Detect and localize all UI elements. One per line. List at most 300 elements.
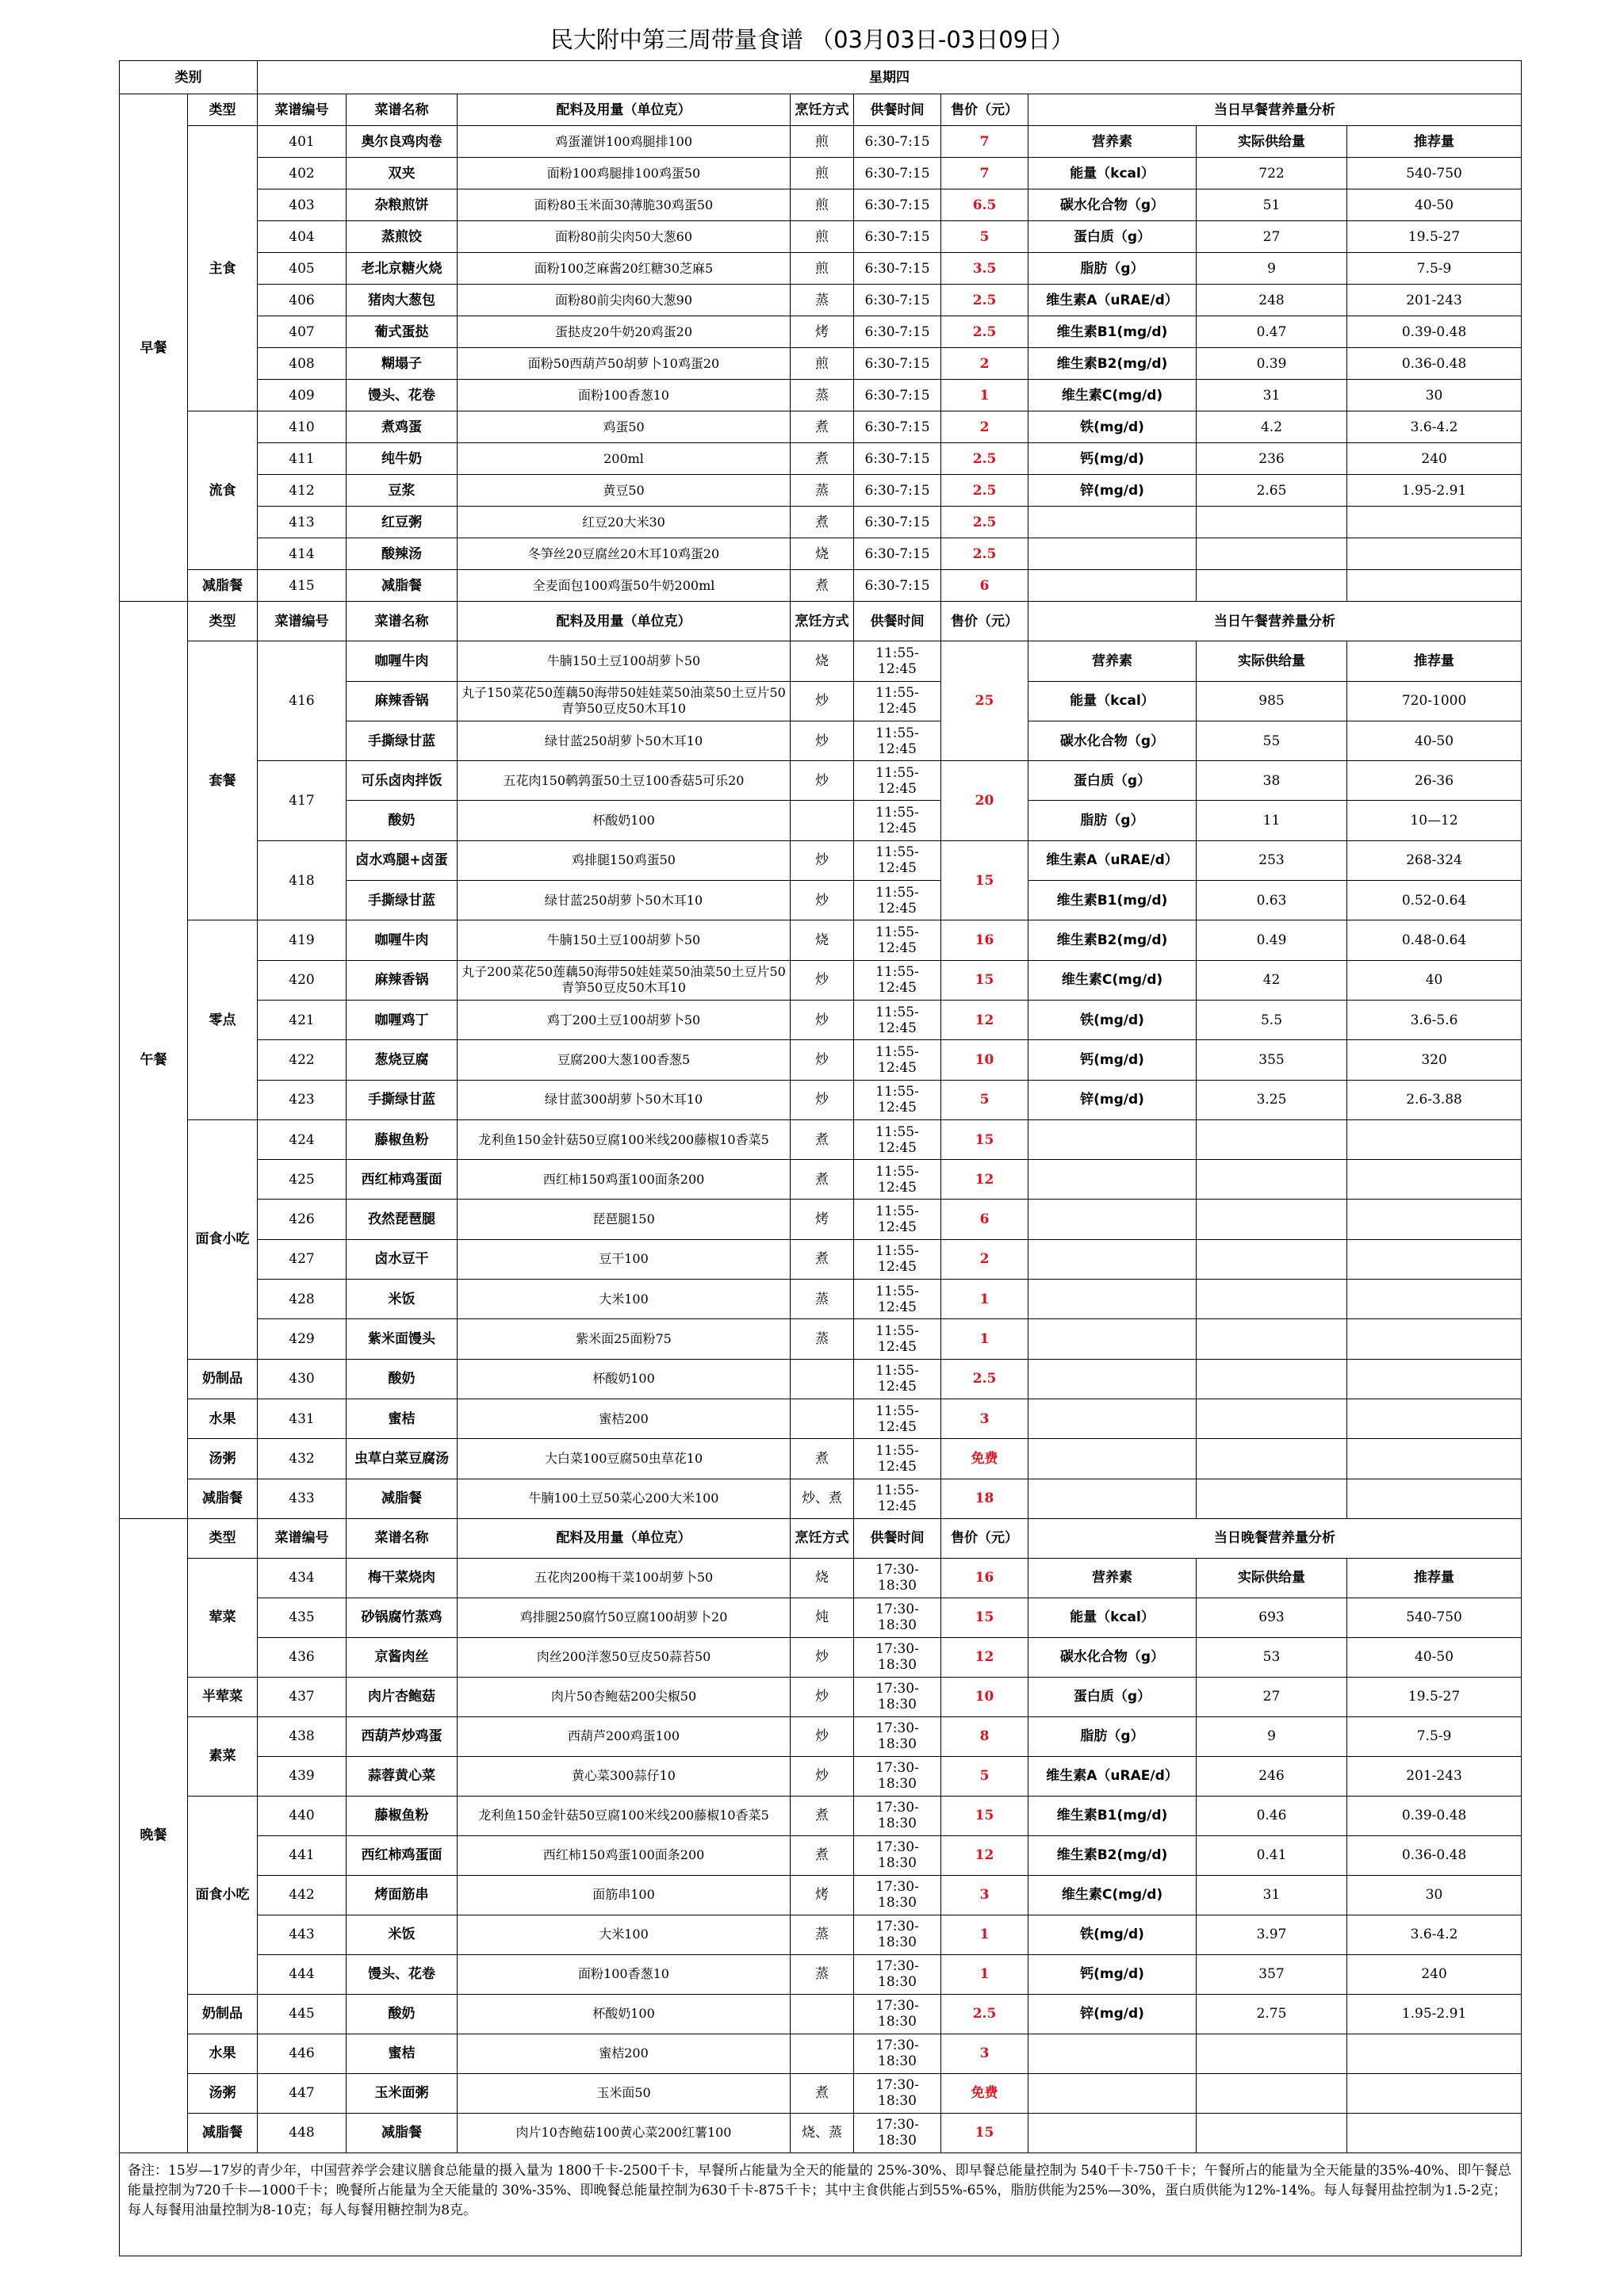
empty-cell: [1197, 1239, 1347, 1279]
cooking-method: 炒: [791, 721, 854, 760]
empty-cell: [1347, 1359, 1522, 1399]
cooking-method: 煮: [791, 507, 854, 538]
nutrient-name: 铁(mg/d): [1028, 1915, 1197, 1954]
serving-time: 11:55-12:45: [854, 641, 941, 681]
nutrient-recommended: 3.6-4.2: [1347, 1915, 1522, 1954]
table-row: [120, 1119, 1522, 1159]
cooking-method: 烧: [791, 538, 854, 570]
table-row: [120, 1875, 1522, 1915]
table-row: [120, 1239, 1522, 1279]
dish-name: 糊塌子: [347, 348, 458, 380]
dish-ingredients: 杯酸奶100: [458, 1359, 791, 1399]
dish-code: 422: [258, 1040, 347, 1080]
table-row: [120, 61, 1522, 94]
dish-name: 烤面筋串: [347, 1875, 458, 1915]
empty-cell: [1347, 1119, 1522, 1159]
col-header-method: 烹饪方式: [791, 1518, 854, 1558]
dish-price: 2.5: [941, 1359, 1028, 1399]
cooking-method: 煮: [791, 1439, 854, 1479]
serving-time: 11:55-12:45: [854, 761, 941, 801]
dish-name: 蜜桔: [347, 1399, 458, 1438]
dish-price: 10: [941, 1040, 1028, 1080]
serving-time: 6:30-7:15: [854, 126, 941, 158]
dish-name: 减脂餐: [347, 1479, 458, 1518]
empty-cell: [1347, 2113, 1522, 2152]
dish-ingredients: 肉片10杏鲍菇100黄心菜200红薯100: [458, 2113, 791, 2152]
dish-price: 免费: [941, 2073, 1028, 2113]
dish-price: 1: [941, 1915, 1028, 1954]
dish-name: 馒头、花卷: [347, 1954, 458, 1994]
nutrient-name: 维生素A（uRAE/d）: [1028, 285, 1197, 316]
table-row: [120, 1040, 1522, 1080]
serving-time: 11:55-12:45: [854, 1439, 941, 1479]
empty-cell: [1347, 538, 1522, 570]
cooking-method: 炒: [791, 761, 854, 801]
dish-name: 藤椒鱼粉: [347, 1119, 458, 1159]
dish-price: 2: [941, 411, 1028, 443]
dish-ingredients: 大米100: [458, 1280, 791, 1319]
serving-time: 17:30-18:30: [854, 2073, 941, 2113]
dish-price: 15: [941, 1598, 1028, 1637]
nutrient-actual: 31: [1197, 380, 1347, 411]
table-row: [120, 348, 1522, 380]
dish-ingredients: 豆干100: [458, 1239, 791, 1279]
dish-ingredients: 蛋挞皮20牛奶20鸡蛋20: [458, 316, 791, 348]
nutrient-actual: 246: [1197, 1756, 1347, 1796]
page-title: 民大附中第三周带量食谱 （03月03日-03日09日）: [550, 26, 1074, 53]
table-row: [120, 2113, 1522, 2152]
nutrient-name: 蛋白质（g）: [1028, 221, 1197, 253]
serving-time: 6:30-7:15: [854, 253, 941, 285]
dish-ingredients: 绿甘蓝300胡萝卜50木耳10: [458, 1080, 791, 1119]
dish-code: 413: [258, 507, 347, 538]
dish-code: 431: [258, 1399, 347, 1438]
type-label: 汤粥: [188, 1439, 258, 1479]
dish-name: 老北京糖火烧: [347, 253, 458, 285]
dish-name: 酸奶: [347, 801, 458, 840]
empty-cell: [1197, 1399, 1347, 1438]
table-row: [120, 1796, 1522, 1835]
dish-code: 423: [258, 1080, 347, 1119]
dish-code: 420: [258, 960, 347, 1000]
day-header: 星期四: [258, 61, 1522, 94]
cooking-method: 煮: [791, 1160, 854, 1200]
dish-price: 3: [941, 2034, 1028, 2073]
nutrient-recommended: 540-750: [1347, 1598, 1522, 1637]
dish-ingredients: 大白菜100豆腐50虫草花10: [458, 1439, 791, 1479]
empty-cell: [1028, 1439, 1197, 1479]
dish-ingredients: 紫米面25面粉75: [458, 1319, 791, 1359]
nutrient-recommended: 3.6-4.2: [1347, 411, 1522, 443]
dish-ingredients: 面粉50西葫芦50胡萝卜10鸡蛋20: [458, 348, 791, 380]
empty-cell: [1347, 570, 1522, 602]
nutrient-name: 维生素B2(mg/d): [1028, 920, 1197, 960]
table-row: [120, 761, 1522, 801]
dish-price: 15: [941, 960, 1028, 1000]
dish-code: 442: [258, 1875, 347, 1915]
nutrient-name: 锌(mg/d): [1028, 1994, 1197, 2034]
serving-time: 6:30-7:15: [854, 380, 941, 411]
dish-price: 6.5: [941, 189, 1028, 221]
table-row: [120, 1637, 1522, 1677]
nutrient-actual: 236: [1197, 443, 1347, 475]
dish-code: 410: [258, 411, 347, 443]
dish-price: 15: [941, 1796, 1028, 1835]
serving-time: 11:55-12:45: [854, 801, 941, 840]
table-row: [120, 253, 1522, 285]
dish-code: 437: [258, 1677, 347, 1716]
meal-label: 晚餐: [120, 1518, 188, 2152]
nutrient-name: 蛋白质（g）: [1028, 761, 1197, 801]
dish-ingredients: 丸子150菜花50莲藕50海带50娃娃菜50油菜50土豆片50青笋50豆皮50木耳10: [458, 681, 791, 721]
cooking-method: 蒸: [791, 475, 854, 507]
dish-price: 12: [941, 1160, 1028, 1200]
dish-price: 5: [941, 1756, 1028, 1796]
col-header-ingredients: 配料及用量（单位克）: [458, 94, 791, 126]
serving-time: 17:30-18:30: [854, 1875, 941, 1915]
dish-price: 免费: [941, 1439, 1028, 1479]
nutrient-recommended: 720-1000: [1347, 681, 1522, 721]
dish-code: 409: [258, 380, 347, 411]
nutrient-actual: 2.75: [1197, 1994, 1347, 2034]
serving-time: 6:30-7:15: [854, 507, 941, 538]
dish-code: 415: [258, 570, 347, 602]
type-label: 水果: [188, 1399, 258, 1438]
nutrient-name: 脂肪（g）: [1028, 253, 1197, 285]
serving-time: 11:55-12:45: [854, 1319, 941, 1359]
cooking-method: 煎: [791, 253, 854, 285]
nutrient-recommended: 40: [1347, 960, 1522, 1000]
empty-cell: [1028, 1160, 1197, 1200]
cooking-method: [791, 1994, 854, 2034]
empty-cell: [1197, 1479, 1347, 1518]
nutrient-name: 钙(mg/d): [1028, 1040, 1197, 1080]
serving-time: 17:30-18:30: [854, 1756, 941, 1796]
empty-cell: [1347, 2034, 1522, 2073]
dish-code: 408: [258, 348, 347, 380]
serving-time: 17:30-18:30: [854, 1994, 941, 2034]
cooking-method: 炒: [791, 1716, 854, 1756]
serving-time: 6:30-7:15: [854, 475, 941, 507]
dish-price: 7: [941, 158, 1028, 189]
dish-ingredients: 面粉80前尖肉50大葱60: [458, 221, 791, 253]
type-label: 素菜: [188, 1716, 258, 1796]
nutrient-actual: 5.5: [1197, 1000, 1347, 1039]
dish-price: 12: [941, 1835, 1028, 1875]
dish-name: 减脂餐: [347, 2113, 458, 2152]
dish-code: 417: [258, 761, 347, 841]
serving-time: 11:55-12:45: [854, 881, 941, 920]
cooking-method: 炒: [791, 1040, 854, 1080]
serving-time: 17:30-18:30: [854, 2113, 941, 2152]
dish-name: 米饭: [347, 1915, 458, 1954]
dish-name: 麻辣香锅: [347, 960, 458, 1000]
type-label: 减脂餐: [188, 2113, 258, 2152]
dish-name: 葡式蛋挞: [347, 316, 458, 348]
empty-cell: [1347, 1160, 1522, 1200]
serving-time: 11:55-12:45: [854, 681, 941, 721]
dish-price: 2.5: [941, 475, 1028, 507]
nutrient-name: 维生素C(mg/d): [1028, 960, 1197, 1000]
cooking-method: 炖: [791, 1598, 854, 1637]
table-row: [120, 126, 1522, 158]
type-label: 面食小吃: [188, 1796, 258, 1994]
serving-time: 11:55-12:45: [854, 721, 941, 760]
table-row: [120, 2073, 1522, 2113]
table-row: [120, 94, 1522, 126]
dish-price: 25: [941, 641, 1028, 761]
cooking-method: 炒: [791, 840, 854, 880]
dish-code: 447: [258, 2073, 347, 2113]
cooking-method: 烤: [791, 1200, 854, 1239]
dish-name: 葱烧豆腐: [347, 1040, 458, 1080]
cooking-method: 蒸: [791, 1954, 854, 1994]
dish-price: 2: [941, 1239, 1028, 1279]
dish-code: 434: [258, 1558, 347, 1598]
dish-code: 441: [258, 1835, 347, 1875]
empty-cell: [1347, 1319, 1522, 1359]
nutrient-recommended: 0.36-0.48: [1347, 348, 1522, 380]
type-label: 半荤菜: [188, 1677, 258, 1716]
dish-code: 444: [258, 1954, 347, 1994]
cooking-method: 煮: [791, 1239, 854, 1279]
empty-cell: [1197, 2034, 1347, 2073]
dish-price: 2.5: [941, 538, 1028, 570]
type-label: 奶制品: [188, 1359, 258, 1399]
dish-ingredients: 冬笋丝20豆腐丝20木耳10鸡蛋20: [458, 538, 791, 570]
serving-time: 11:55-12:45: [854, 1239, 941, 1279]
nutr-header-nutrient: 营养素: [1028, 641, 1197, 681]
nutrient-recommended: 201-243: [1347, 1756, 1522, 1796]
dish-code: 448: [258, 2113, 347, 2152]
dish-code: 439: [258, 1756, 347, 1796]
dish-name: 梅干菜烧肉: [347, 1558, 458, 1598]
nutrient-name: 脂肪（g）: [1028, 801, 1197, 840]
dish-name: 馒头、花卷: [347, 380, 458, 411]
nutrient-actual: 355: [1197, 1040, 1347, 1080]
empty-cell: [1197, 1119, 1347, 1159]
empty-cell: [1028, 507, 1197, 538]
nutrient-recommended: 19.5-27: [1347, 221, 1522, 253]
dish-price: 2.5: [941, 1994, 1028, 2034]
empty-cell: [1028, 1200, 1197, 1239]
nutrient-name: 维生素C(mg/d): [1028, 380, 1197, 411]
cooking-method: 煎: [791, 189, 854, 221]
empty-cell: [1347, 1200, 1522, 1239]
nutrient-actual: 693: [1197, 1598, 1347, 1637]
nutrient-recommended: 7.5-9: [1347, 253, 1522, 285]
dish-code: 430: [258, 1359, 347, 1399]
dish-price: 2.5: [941, 285, 1028, 316]
dish-ingredients: 黄心菜300蒜仔10: [458, 1756, 791, 1796]
dish-name: 豆浆: [347, 475, 458, 507]
dish-name: 煮鸡蛋: [347, 411, 458, 443]
nutrient-recommended: 240: [1347, 443, 1522, 475]
nutrient-name: 脂肪（g）: [1028, 1716, 1197, 1756]
dish-code: 406: [258, 285, 347, 316]
nutrient-name: 维生素A（uRAE/d）: [1028, 1756, 1197, 1796]
nutrient-recommended: 0.48-0.64: [1347, 920, 1522, 960]
cooking-method: 烧: [791, 641, 854, 681]
dish-ingredients: 绿甘蓝250胡萝卜50木耳10: [458, 721, 791, 760]
col-header-price: 售价（元）: [941, 602, 1028, 641]
cooking-method: 蒸: [791, 1915, 854, 1954]
nutr-header-recommended: 推荐量: [1347, 1558, 1522, 1598]
table-row: [120, 1994, 1522, 2034]
empty-cell: [1028, 1319, 1197, 1359]
table-row: [120, 1954, 1522, 1994]
dish-code: 445: [258, 1994, 347, 2034]
dish-ingredients: 鸡蛋50: [458, 411, 791, 443]
dish-ingredients: 丸子200菜花50莲藕50海带50娃娃菜50油菜50土豆片50青笋50豆皮50木耳10: [458, 960, 791, 1000]
dish-ingredients: 琵琶腿150: [458, 1200, 791, 1239]
nutrient-actual: 38: [1197, 761, 1347, 801]
col-header-code: 菜谱编号: [258, 1518, 347, 1558]
dish-ingredients: 西葫芦200鸡蛋100: [458, 1716, 791, 1756]
dish-ingredients: 杯酸奶100: [458, 1994, 791, 2034]
nutrient-actual: 27: [1197, 221, 1347, 253]
nutrient-name: 碳水化合物（g）: [1028, 189, 1197, 221]
nutrient-name: 铁(mg/d): [1028, 1000, 1197, 1039]
dish-name: 蒸煎饺: [347, 221, 458, 253]
type-label: 减脂餐: [188, 1479, 258, 1518]
dish-ingredients: 蜜桔200: [458, 1399, 791, 1438]
cooking-method: 炒: [791, 1756, 854, 1796]
dish-price: 3: [941, 1399, 1028, 1438]
col-header-type: 类型: [188, 1518, 258, 1558]
serving-time: 11:55-12:45: [854, 920, 941, 960]
cooking-method: 煮: [791, 1796, 854, 1835]
cooking-method: 煮: [791, 443, 854, 475]
empty-cell: [1028, 2113, 1197, 2152]
serving-time: 11:55-12:45: [854, 1280, 941, 1319]
dish-name: 杂粮煎饼: [347, 189, 458, 221]
nutrient-name: 锌(mg/d): [1028, 1080, 1197, 1119]
empty-cell: [1197, 1280, 1347, 1319]
cooking-method: [791, 1359, 854, 1399]
nutrient-actual: 55: [1197, 721, 1347, 760]
nutrient-actual: 253: [1197, 840, 1347, 880]
type-label: 套餐: [188, 641, 258, 920]
table-row: [120, 1160, 1522, 1200]
dish-ingredients: 200ml: [458, 443, 791, 475]
dish-ingredients: 杯酸奶100: [458, 801, 791, 840]
serving-time: 6:30-7:15: [854, 221, 941, 253]
serving-time: 17:30-18:30: [854, 1637, 941, 1677]
dish-name: 西红柿鸡蛋面: [347, 1160, 458, 1200]
dish-name: 京酱肉丝: [347, 1637, 458, 1677]
dish-name: 蜜桔: [347, 2034, 458, 2073]
dish-ingredients: 龙利鱼150金针菇50豆腐100米线200藤椒10香菜5: [458, 1119, 791, 1159]
cooking-method: [791, 801, 854, 840]
dish-code: 418: [258, 840, 347, 920]
dish-price: 16: [941, 920, 1028, 960]
nutrient-name: 维生素A（uRAE/d）: [1028, 840, 1197, 880]
nutrient-recommended: 10—12: [1347, 801, 1522, 840]
serving-time: 6:30-7:15: [854, 443, 941, 475]
dish-ingredients: 鸡排腿150鸡蛋50: [458, 840, 791, 880]
dish-ingredients: 面粉80玉米面30薄脆30鸡蛋50: [458, 189, 791, 221]
col-header-name: 菜谱名称: [347, 1518, 458, 1558]
dish-code: 436: [258, 1637, 347, 1677]
cooking-method: 炒、煮: [791, 1479, 854, 1518]
nutrient-recommended: 1.95-2.91: [1347, 1994, 1522, 2034]
nutrient-actual: 2.65: [1197, 475, 1347, 507]
nutr-header-nutrient: 营养素: [1028, 126, 1197, 158]
table-row: [120, 507, 1522, 538]
dish-name: 米饭: [347, 1280, 458, 1319]
table-row: [120, 538, 1522, 570]
table-row: [120, 1598, 1522, 1637]
nutrient-name: 锌(mg/d): [1028, 475, 1197, 507]
table-row: [120, 1399, 1522, 1438]
serving-time: 11:55-12:45: [854, 1359, 941, 1399]
empty-cell: [1028, 538, 1197, 570]
serving-time: 6:30-7:15: [854, 348, 941, 380]
nutr-header-actual: 实际供给量: [1197, 1558, 1347, 1598]
dish-ingredients: 大米100: [458, 1915, 791, 1954]
col-header-price: 售价（元）: [941, 1518, 1028, 1558]
dish-code: 429: [258, 1319, 347, 1359]
col-header-time: 供餐时间: [854, 1518, 941, 1558]
dish-price: 3.5: [941, 253, 1028, 285]
cooking-method: 烧: [791, 1558, 854, 1598]
dish-name: 手撕绿甘蓝: [347, 881, 458, 920]
table-row: [120, 1518, 1522, 1558]
nutr-header-recommended: 推荐量: [1347, 641, 1522, 681]
dish-name: 砂锅腐竹蒸鸡: [347, 1598, 458, 1637]
nutrient-actual: 53: [1197, 1637, 1347, 1677]
dish-ingredients: 面粉100香葱10: [458, 1954, 791, 1994]
dish-name: 红豆粥: [347, 507, 458, 538]
serving-time: 17:30-18:30: [854, 2034, 941, 2073]
dish-ingredients: 面筋串100: [458, 1875, 791, 1915]
dish-code: 416: [258, 641, 347, 761]
table-row: [120, 475, 1522, 507]
cooking-method: 炒: [791, 1677, 854, 1716]
cooking-method: 煮: [791, 411, 854, 443]
table-row: [120, 1319, 1522, 1359]
cooking-method: 煮: [791, 1835, 854, 1875]
cooking-method: [791, 1399, 854, 1438]
empty-cell: [1028, 1359, 1197, 1399]
serving-time: 17:30-18:30: [854, 1558, 941, 1598]
type-label: 水果: [188, 2034, 258, 2073]
dish-code: 440: [258, 1796, 347, 1835]
table-row: [120, 221, 1522, 253]
nutrient-name: 能量（kcal）: [1028, 681, 1197, 721]
dish-name: 酸辣汤: [347, 538, 458, 570]
dish-code: 424: [258, 1119, 347, 1159]
nutrient-actual: 0.46: [1197, 1796, 1347, 1835]
nutrient-name: 铁(mg/d): [1028, 411, 1197, 443]
nutrient-actual: 248: [1197, 285, 1347, 316]
nutrient-recommended: 240: [1347, 1954, 1522, 1994]
empty-cell: [1028, 2034, 1197, 2073]
table-row: [120, 158, 1522, 189]
table-row: [120, 602, 1522, 641]
nutrient-actual: 27: [1197, 1677, 1347, 1716]
dish-name: 虫草白菜豆腐汤: [347, 1439, 458, 1479]
dish-code: 425: [258, 1160, 347, 1200]
table-row: [120, 960, 1522, 1000]
nutrient-name: 能量（kcal）: [1028, 158, 1197, 189]
dish-price: 20: [941, 761, 1028, 841]
dish-name: 卤水豆干: [347, 1239, 458, 1279]
dish-ingredients: 面粉100香葱10: [458, 380, 791, 411]
col-header-price: 售价（元）: [941, 94, 1028, 126]
col-header-code: 菜谱编号: [258, 94, 347, 126]
